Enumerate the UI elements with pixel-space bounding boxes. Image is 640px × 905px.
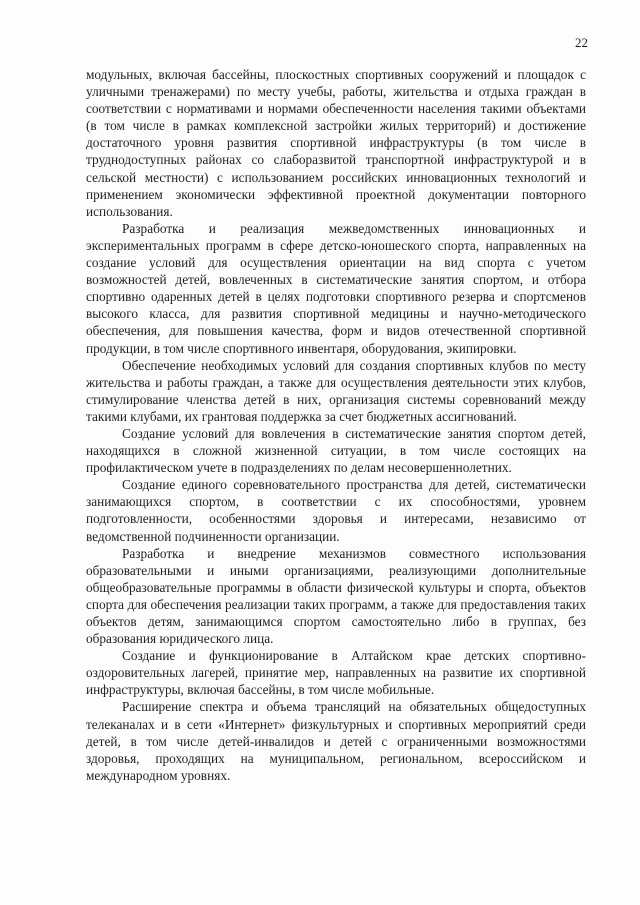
paragraph-continuation: модульных, включая бассейны, плоскостных спортивных сооружений и площадок с уличными тренажерами) по месту учебы, работы, жительства и отдыха граждан в соответствии с нормативами и нормами обеспеченности населения такими объектами (в том числе в рамках комплексной застройки жилых территорий) и достижение достаточного уровня развития спортивной инфраструктуры (в том числе в труднодоступных районах со слаборазвитой транспортной инфраструктурой и в сельской местности) с использованием российских инновационных технологий и применением экономически эффективной проектной документации повторного использования. xyxy=(86,67,586,219)
paragraph-broadcasts: Расширение спектра и объема трансляций на обязательных общедоступных телеканалах и в сети «Интернет» физкультурных и спортивных мероприятий среди детей, в том числе детей-инвалидов и детей с ограниченными возможностями здоровья, проходящих на муниципальном, региональном, всероссийском и международном уровнях. xyxy=(86,699,586,783)
paragraph-sport-camps: Создание и функционирование в Алтайском крае детских спортивно-оздоровительных лагерей, принятие мер, направленных на развитие их спортивной инфраструктуры, включая бассейны, в том числе мобильные. xyxy=(86,648,586,698)
paragraph-programs: Разработка и реализация межведомственных инновационных и экспериментальных программ в сфере детско-юношеского спорта, направленных на создание условий для осуществления ориентации на вид спорта с учетом возможностей детей, вовлеченных в систематические занятия спортом, и отбора спортивно одаренных детей в целях подготовки спортивного резерва и спортсменов высокого класса, для развития спортивной медицины и научно-методического обеспечения, для повышения качества, форм и видов отечественной спортивной продукции, в том числе спортивного инвентаря, оборудования, экипировки. xyxy=(86,220,586,356)
paragraph-difficult-situation-children: Создание условий для вовлечения в систематические занятия спортом детей, находящихся в сложной жизненной ситуации, в том числе состоящих на профилактическом учете в подразделениях по делам несовершеннолетних. xyxy=(86,425,586,476)
document-body xyxy=(86,66,586,784)
paragraph-competitive-space: Создание единого соревновательного пространства для детей, систематически занимающихся спортом, в соответствии с их способностями, уровнем подготовленности, особенностями здоровья и интересами, независимо от ведомственной подчиненности организации. xyxy=(86,477,586,544)
page-number: 22 xyxy=(575,35,588,50)
paragraph-sport-clubs: Обеспечение необходимых условий для создания спортивных клубов по месту жительства и работы граждан, а также для осуществления деятельности этих клубов, стимулирование членства детей в них, организация системы соревнований между такими клубами, их грантовая поддержка за счет бюджетных ассигнований. xyxy=(86,357,586,424)
paragraph-shared-facilities: Разработка и внедрение механизмов совместного использования образовательными и иными организациями, реализующими дополнительные общеобразовательные программы в области физической культуры и спорта, объектов спорта для обеспечения реализации таких программ, а также для предоставления таких объектов детям, занимающимся спортом самостоятельно либо в группах, без образования юридического лица. xyxy=(86,545,586,647)
